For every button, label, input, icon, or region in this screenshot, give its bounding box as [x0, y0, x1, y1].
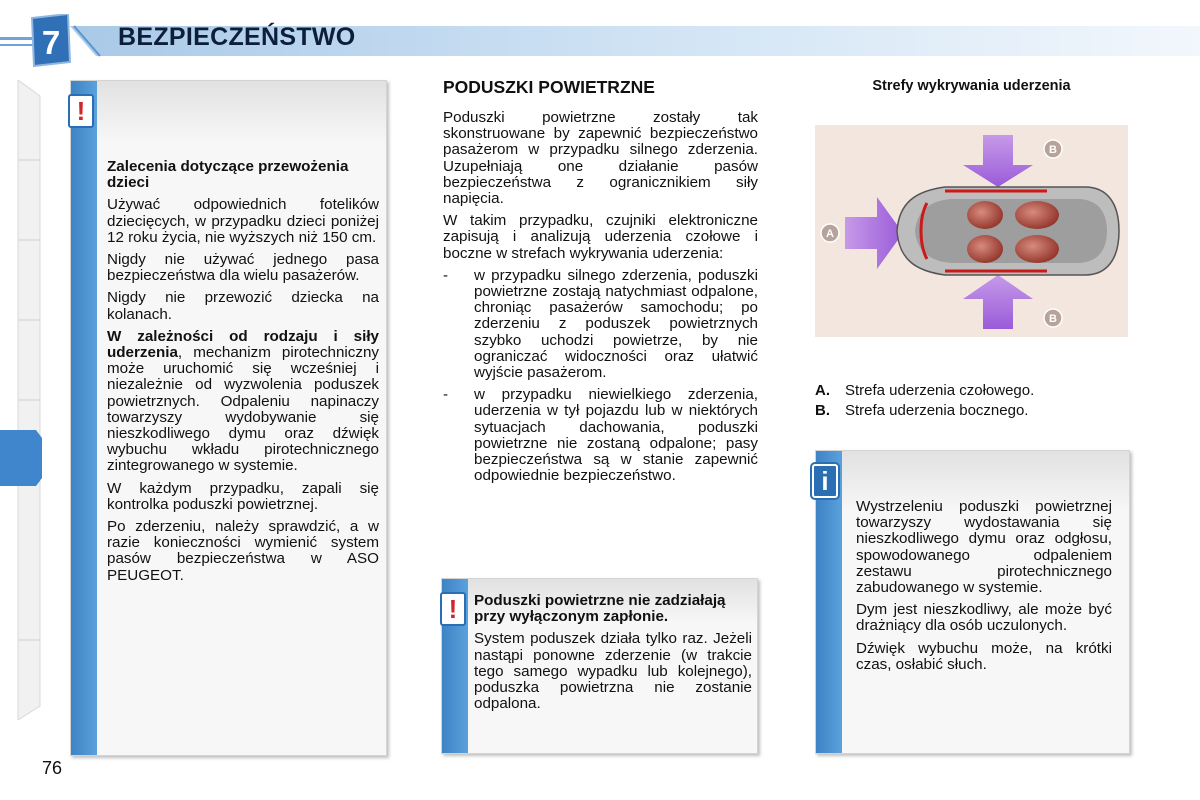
box-header-shade	[97, 81, 386, 141]
warning-icon: !	[68, 94, 94, 128]
ignition-off-warning-box	[441, 578, 758, 754]
emphasis: W zależności od rodzaju i siły uderzenia	[107, 327, 379, 362]
paragraph: W takim przypadku, czujniki elektroniczne zapisują i analizują uderzenia czołowe i boczne w strefach wykrywania uderzenia:	[443, 212, 758, 262]
paragraph: Nigdy nie przewozić dziecka na kolanach.	[107, 289, 379, 323]
warning-icon: !	[440, 592, 466, 626]
chapter-title: BEZPIECZEŃSTWO	[118, 23, 356, 51]
box-heading: Poduszki powietrzne nie zadziałają przy wyłączonym zapłonie.	[474, 592, 726, 626]
chapter-number: 7	[41, 24, 61, 61]
child-safety-warning-box	[70, 80, 387, 756]
zone-label-b-bottom: B	[1049, 313, 1057, 325]
section-title: PODUSZKI POWIETRZNE	[443, 77, 655, 97]
figure-title: Strefy wykrywania uderzenia	[872, 78, 1071, 94]
paragraph: Używać odpowiednich fotelików dziecięcych, w przypadku dzieci poniżej 12 roku życia, nie wyższych niż 150 cm.	[107, 196, 379, 246]
zone-label-b-top: B	[1049, 144, 1057, 156]
info-icon: i	[812, 464, 838, 498]
paragraph: W każdym przypadku, zapali się kontrolka poduszki powietrznej.	[107, 479, 379, 513]
paragraph: Nigdy nie używać jednego pasa bezpieczeństwa dla wielu pasażerów.	[107, 251, 379, 285]
legend-item	[815, 401, 1128, 421]
zone-label-a: A	[826, 228, 834, 240]
legend-text: Strefa uderzenia czołowego.	[845, 382, 1035, 399]
figure-legend	[815, 381, 1128, 421]
legend-key: B.	[815, 402, 830, 419]
paragraph	[107, 329, 379, 475]
car-interior	[915, 199, 1107, 263]
legend-item	[815, 381, 1128, 401]
paragraph: Po zderzeniu, należy sprawdzić, a w razie konieczności wymienić system pasów bezpieczeństwa w ASO PEUGEOT.	[107, 518, 379, 584]
legend-key: A.	[815, 382, 830, 399]
paragraph: Wystrzeleniu poduszki powietrznej towarzyszy wydostawania się nieszkodliwego dymu oraz odgłosu, spowodowanego odpaleniem zestawu pirotechnicznego zabudowanego w systemie.	[856, 498, 1112, 597]
seat-front-right	[967, 235, 1003, 263]
seat-front-left	[967, 201, 1003, 229]
page-number: 76	[42, 758, 63, 778]
smoke-info-box	[815, 450, 1130, 754]
legend-text: Strefa uderzenia bocznego.	[845, 402, 1029, 419]
box-heading: Zalecenia dotyczące przewożenia dzieci	[107, 158, 349, 192]
paragraph: Dźwięk wybuchu może, na krótki czas, osłabić słuch.	[856, 639, 1112, 673]
box-stripe	[71, 81, 97, 755]
chapter-tab-strip	[0, 80, 48, 720]
paragraph-text: , mechanizm pirotechniczny może uruchomić się wcześniej i niezależnie od wyzwolenia poduszek powietrznych. Odpaleniu napinaczy towarzyszy wydobywanie się nieszkodliwego dymu oraz dźwięk wybuchu wkładu pirotechnicznego zintegrowanego w systemie.	[107, 344, 379, 475]
paragraph: Poduszki powietrzne zostały tak skonstruowane by zapewnić bezpieczeństwo pasażerom w przypadku silnego zderzenia. Uzupełniają one działanie pasów bezpieczeństwa z ogranicznikiem siły napięcia.	[443, 109, 758, 208]
seat-rear-left	[1015, 201, 1059, 229]
paragraph: System poduszek działa tylko raz. Jeżeli nastąpi ponowne zderzenie (w trakcie tego samego wypadku lub kolejnego), poduszka powietrzna nie zostanie odpalona.	[474, 630, 752, 713]
list-item: - w przypadku silnego zderzenia, poduszki powietrzne zostają natychmiast odpalone, chroniąc pasażerów samochodu; po zderzeniu z poduszek powietrznych szybko uchodzi powietrze, by nie ograniczać widoczności oraz ułatwić wyjście pasażerom.	[443, 268, 758, 381]
seat-rear-right	[1015, 235, 1059, 263]
bullet-list	[443, 268, 758, 485]
list-item: - w przypadku niewielkiego zderzenia, uderzenia w tył pojazdu lub w niektórych sytuacjach dachowania, poduszki powietrzne nie zostaną odpalone; pasy bezpieczeństwa są w stanie zapewnić odpowiednie bezpieczeństwo.	[443, 387, 758, 484]
paragraph: Dym jest nieszkodliwy, ale może być drażniący dla osób uczulonych.	[856, 601, 1112, 635]
impact-zones-diagram	[815, 125, 1128, 337]
